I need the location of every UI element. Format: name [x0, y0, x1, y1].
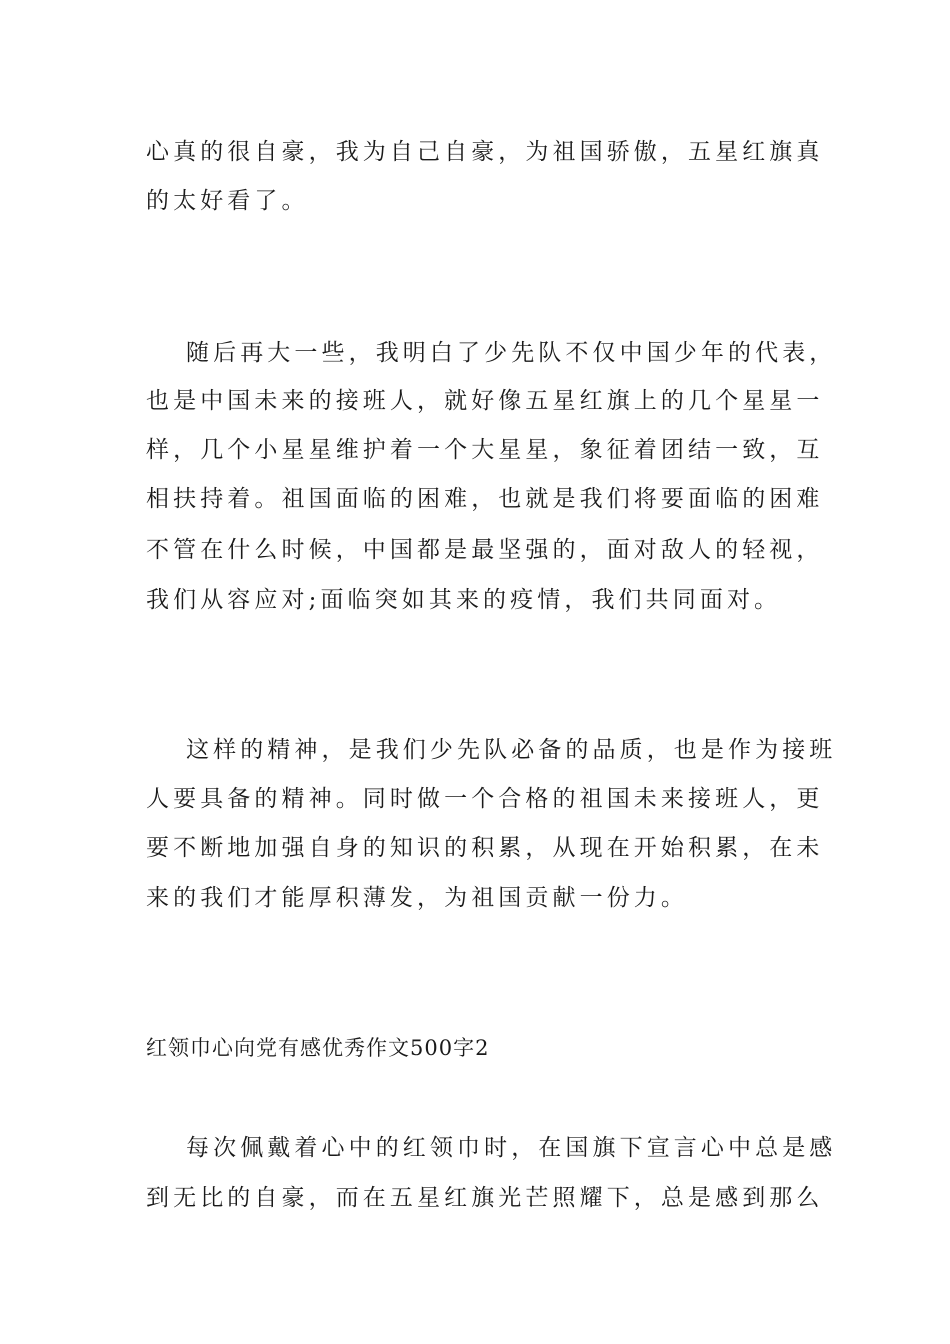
paragraph-1-line-1: 心真的很自豪，我为自己自豪，为祖国骄傲，五星红旗真 — [146, 139, 824, 165]
paragraph-4-line-1: 每次佩戴着心中的红领巾时，在国旗下宣言心中总是感 — [186, 1135, 837, 1161]
paragraph-3-line-3: 要不断地加强自身的知识的积累，从现在开始积累，在未 — [146, 835, 824, 861]
paragraph-2-line-5: 不管在什么时候，中国都是最坚强的，面对敌人的轻视， — [146, 537, 824, 563]
section-heading: 红领巾心向党有感优秀作文500字2 — [146, 1036, 490, 1060]
paragraph-2-line-3: 样，几个小星星维护着一个大星星，象征着团结一致，互 — [146, 437, 824, 463]
paragraph-3-line-4: 来的我们才能厚积薄发，为祖国贡献一份力。 — [146, 885, 688, 911]
paragraph-2-line-2: 也是中国未来的接班人，就好像五星红旗上的几个星星一 — [146, 388, 824, 414]
paragraph-2-line-1: 随后再大一些，我明白了少先队不仅中国少年的代表， — [186, 340, 837, 366]
paragraph-3-line-2: 人要具备的精神。同时做一个合格的祖国未来接班人，更 — [146, 786, 824, 812]
paragraph-3-line-1: 这样的精神，是我们少先队必备的品质，也是作为接班 — [186, 737, 837, 763]
paragraph-2-line-6: 我们从容应对;面临突如其来的疫情，我们共同面对。 — [146, 587, 782, 613]
paragraph-1-line-2: 的太好看了。 — [146, 188, 309, 214]
paragraph-2-line-4: 相扶持着。祖国面临的困难，也就是我们将要面临的困难 — [146, 486, 824, 512]
paragraph-4-line-2: 到无比的自豪，而在五星红旗光芒照耀下，总是感到那么 — [146, 1185, 824, 1211]
